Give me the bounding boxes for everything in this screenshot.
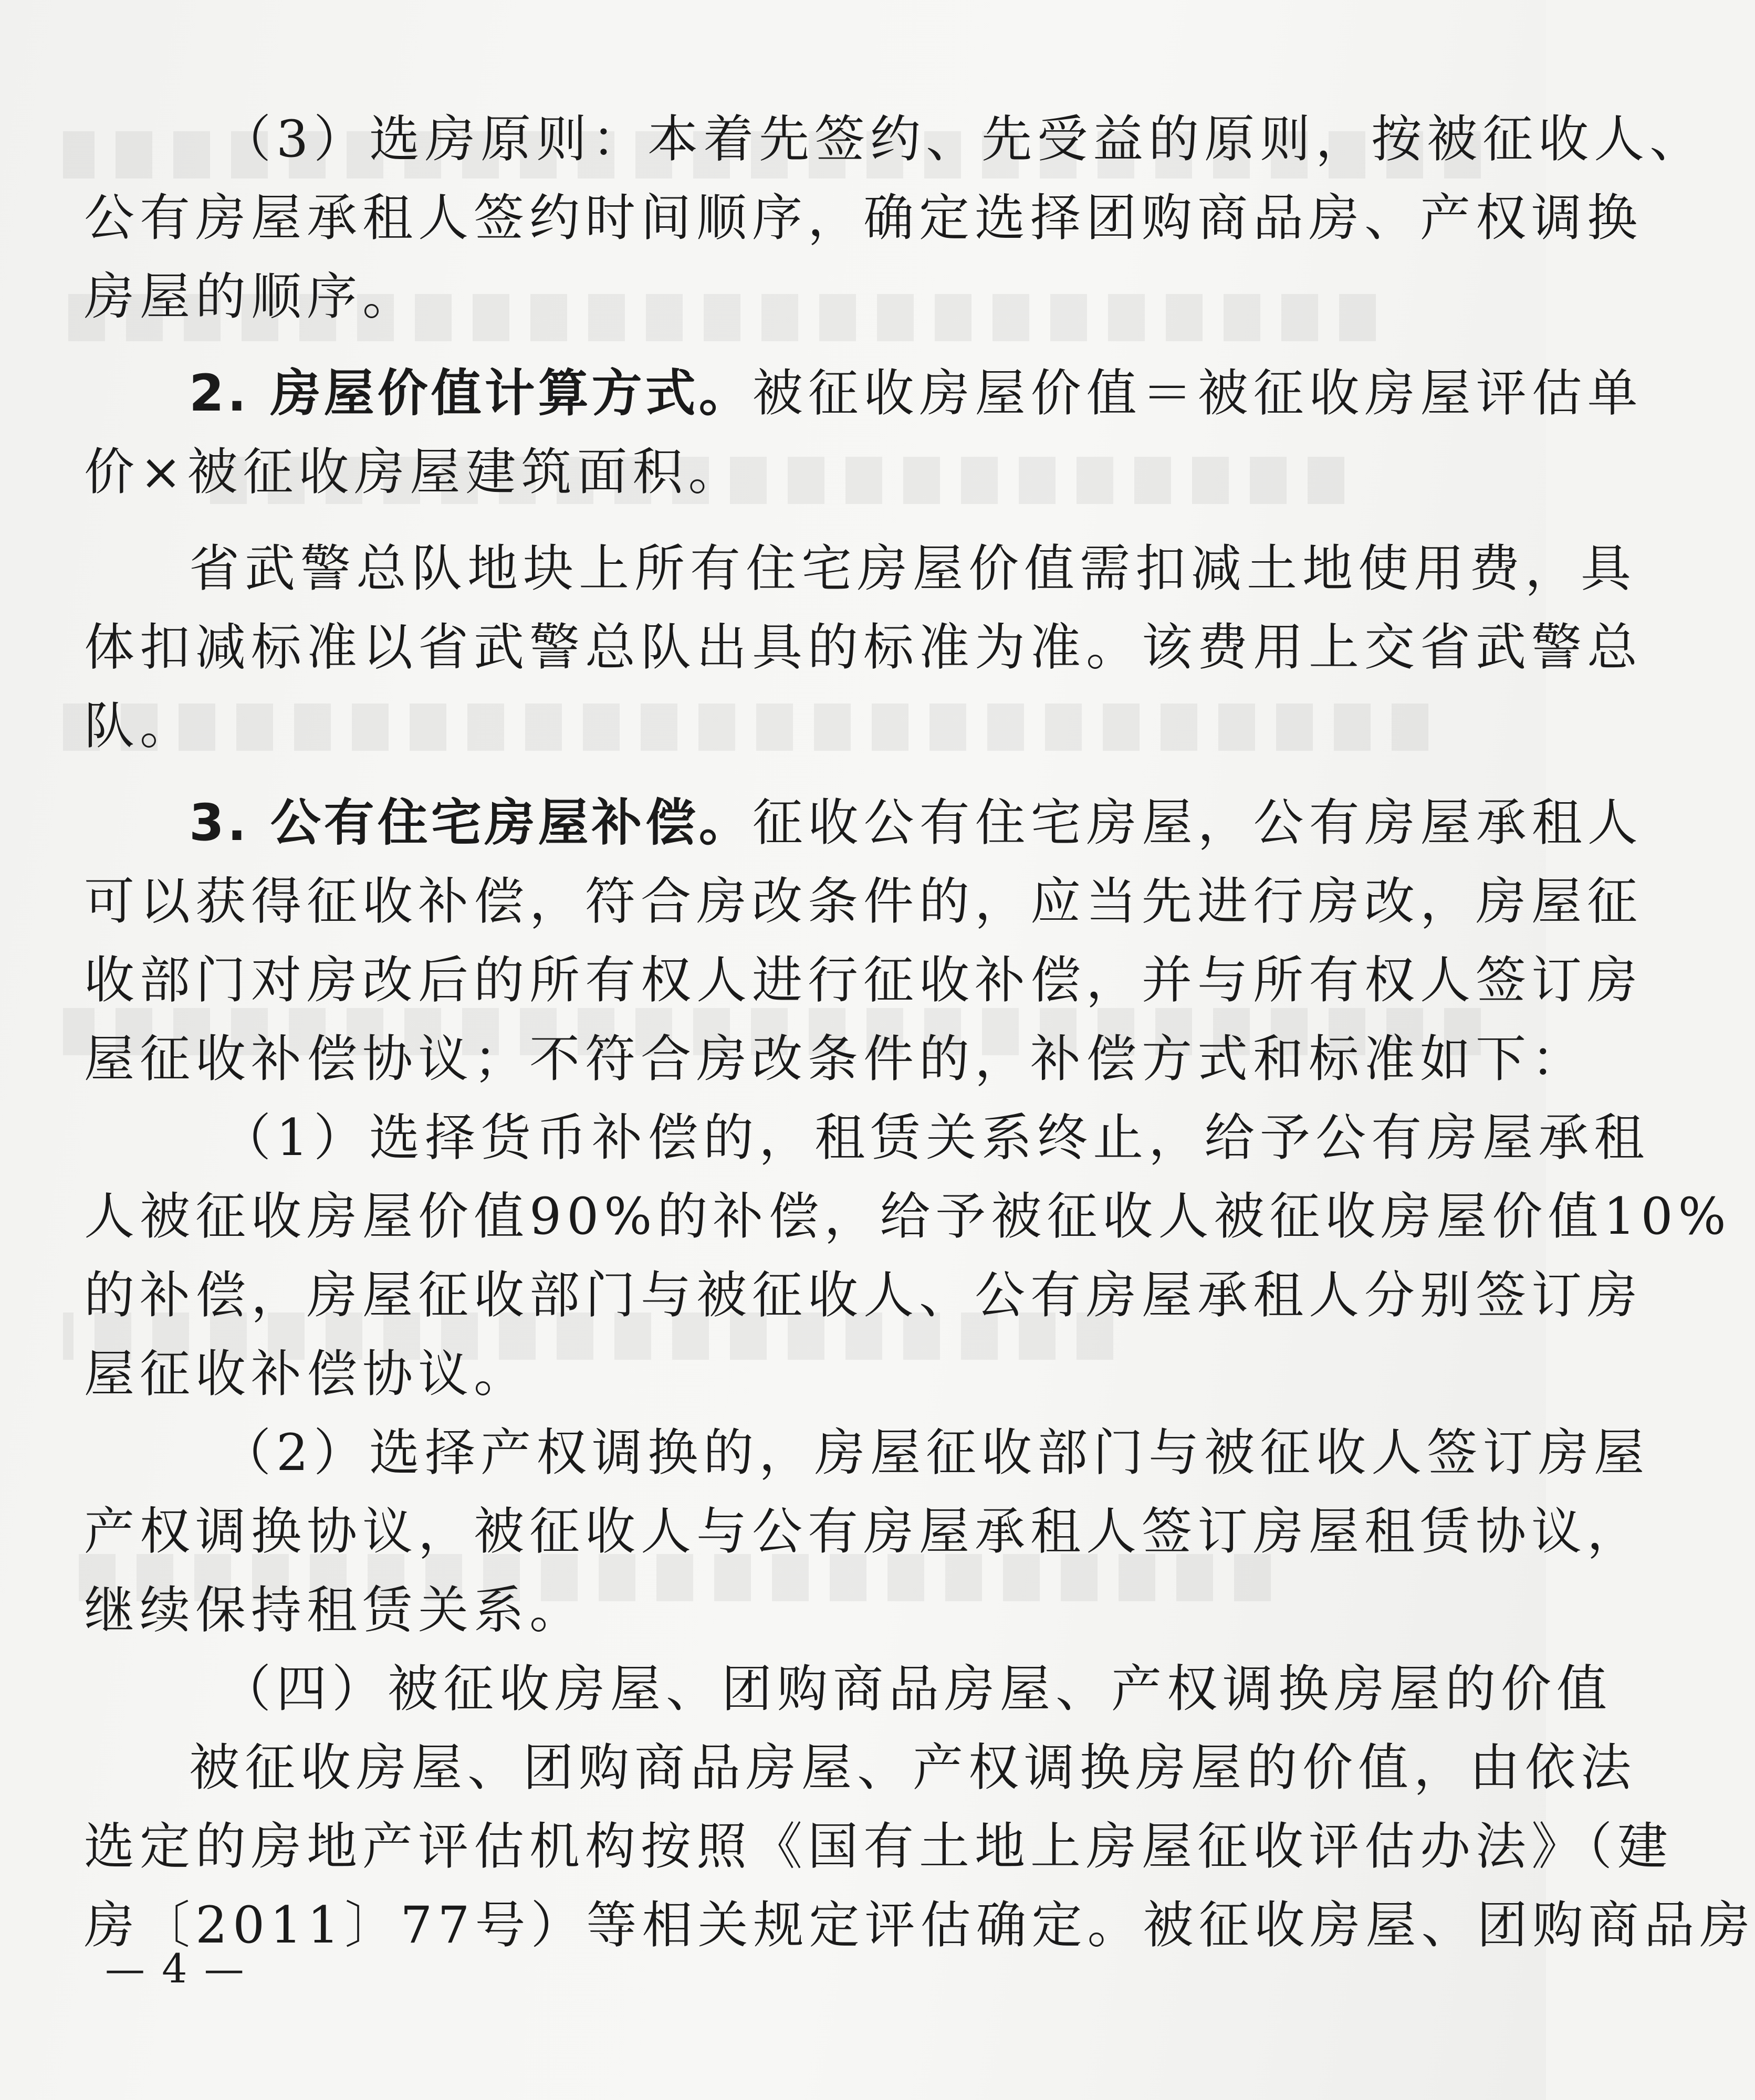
text-line: 产权调换协议，被征收人与公有房屋承租人签订房屋租赁协议， [84,1502,1643,1561]
document-body [84,100,1755,1965]
text-line: 继续保持租赁关系。 [84,1581,585,1640]
text-line: 队。 [84,697,195,755]
text-line: （2）选择产权调换的，房屋征收部门与被征收人签订房屋 [221,1423,1650,1482]
text-line [84,783,1643,862]
text-line: 公有房屋承租人签约时间顺序，确定选择团购商品房、产权调换 [84,188,1643,247]
section-subheading: （四）被征收房屋、团购商品房屋、产权调换房屋的价值 [221,1660,1612,1718]
text-line: 收部门对房改后的所有权人进行征收补偿，并与所有权人签订房 [84,951,1643,1010]
text-line: 省武警总队地块上所有住宅房屋价值需扣减土地使用费，具 [189,539,1636,598]
text-line: 价×被征收房屋建筑面积。 [84,443,744,501]
text-line: 房屋的顺序。 [84,267,418,326]
text-line: （1）选择货币补偿的，租赁关系终止，给予公有房屋承租 [221,1108,1650,1167]
text-line: 的补偿，房屋征收部门与被征收人、公有房屋承租人分别签订房 [84,1266,1643,1325]
text-line: 被征收房屋、团购商品房屋、产权调换房屋的价值，由依法 [189,1738,1636,1797]
text-line: 房〔2011〕77号）等相关规定评估确定。被征收房屋、团购商品房 [84,1896,1755,1955]
section-heading: 2. 房屋价值计算方式。 [189,364,753,423]
section-heading: 3. 公有住宅房屋补偿。 [189,793,753,852]
text-run: 被征收房屋价值＝被征收房屋评估单 [752,364,1643,423]
text-line [84,354,1643,433]
text-run: 征收公有住宅房屋，公有房屋承租人 [752,793,1643,852]
text-line: 屋征收补偿协议；不符合房改条件的，补偿方式和标准如下： [84,1030,1587,1088]
page-number: — 4 — [105,1945,246,1992]
text-line: 选定的房地产评估机构按照《国有土地上房屋征收评估办法》（建 [84,1817,1673,1876]
text-line: 人被征收房屋价值90%的补偿，给予被征收人被征收房屋价值10% [84,1187,1731,1246]
text-line: 可以获得征收补偿，符合房改条件的，应当先进行房改，房屋征 [84,872,1643,931]
text-line: 屋征收补偿协议。 [84,1345,529,1403]
text-line: （3）选房原则：本着先签约、先受益的原则，按被征收人、 [221,110,1706,169]
text-line: 体扣减标准以省武警总队出具的标准为准。该费用上交省武警总 [84,618,1643,677]
